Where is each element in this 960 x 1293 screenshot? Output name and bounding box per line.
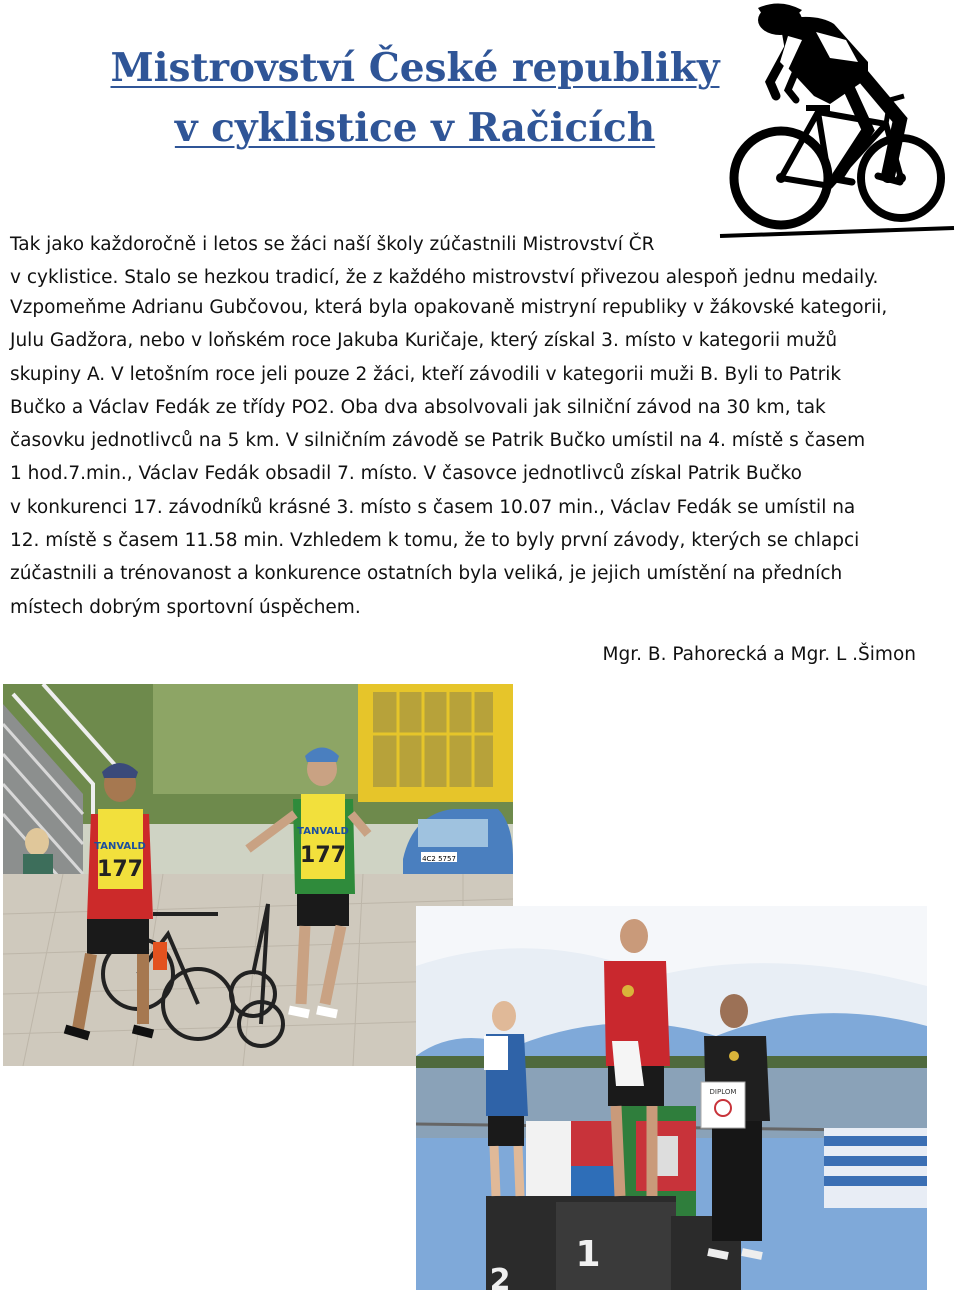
page-title (0, 38, 830, 158)
cyclist-icon (718, 0, 958, 242)
bib-number: 177 (300, 843, 346, 868)
article-line: místech dobrým sportovní úspěchem. (10, 596, 361, 618)
podium-number-1: 1 (575, 1234, 601, 1275)
bib-number: 177 (97, 857, 143, 882)
article-line: 12. místě s časem 11.58 min. Vzhledem k tomu, že to byly první závody, kterých se chlapci (10, 530, 860, 552)
article-line: 1 hod.7.min., Václav Fedák obsadil 7. místo. V časovce jednotlivců získal Patrik Bučko (10, 463, 802, 485)
intro-line: Tak jako každoročně i letos se žáci naší školy zúčastnili Mistrovství ČR (10, 234, 655, 255)
article-line: skupiny A. V letošním roce jeli pouze 2 žáci, kteří závodili v kategorii muži B. Byli to Patrik (10, 363, 842, 385)
article-line: v konkurenci 17. závodníků krásné 3. místo s časem 10.07 min., Václav Fedák se umístil na (10, 496, 856, 518)
jersey-text: TANVALD (297, 826, 349, 837)
article-line: Bučko a Václav Fedák ze třídy PO2. Oba dva absolvovali jak silniční závod na 30 km, tak (10, 396, 826, 418)
title-line-1: Mistrovství České republiky (110, 45, 720, 91)
intro-paragraph (10, 228, 879, 294)
diploma-text: DIPLOM (709, 1088, 737, 1096)
title-line-2: v cyklistice v Račicích (174, 105, 656, 151)
podium-number-2: 2 (489, 1263, 511, 1290)
intro-line: v cyklistice. Stalo se hezkou tradicí, že z každého mistrovství přivezou alespoň jednu medaily. (10, 267, 879, 288)
article-line: časovku jednotlivců na 5 km. V silničním závodě se Patrik Bučko umístil na 4. místě s časem (10, 430, 866, 452)
jersey-text: TANVALD (94, 841, 146, 852)
article-line: zúčastnili a trénovanost a konkurence ostatních byla veliká, je jejich umístění na předních (10, 563, 843, 585)
article-paragraph (10, 291, 950, 624)
podium-photo (416, 906, 927, 1290)
signature: Mgr. B. Pahorecká a Mgr. L .Šimon (602, 644, 916, 665)
article-line: Julu Gadžora, nebo v loňském roce Jakuba Kuričaje, který získal 3. místo v kategorii mužů (10, 330, 838, 352)
plate-text: 4C2 5757 (422, 855, 456, 863)
article-line: Vzpomeňme Adrianu Gubčovou, která byla opakovaně mistryní republiky v žákovské kategorii, (10, 297, 888, 318)
